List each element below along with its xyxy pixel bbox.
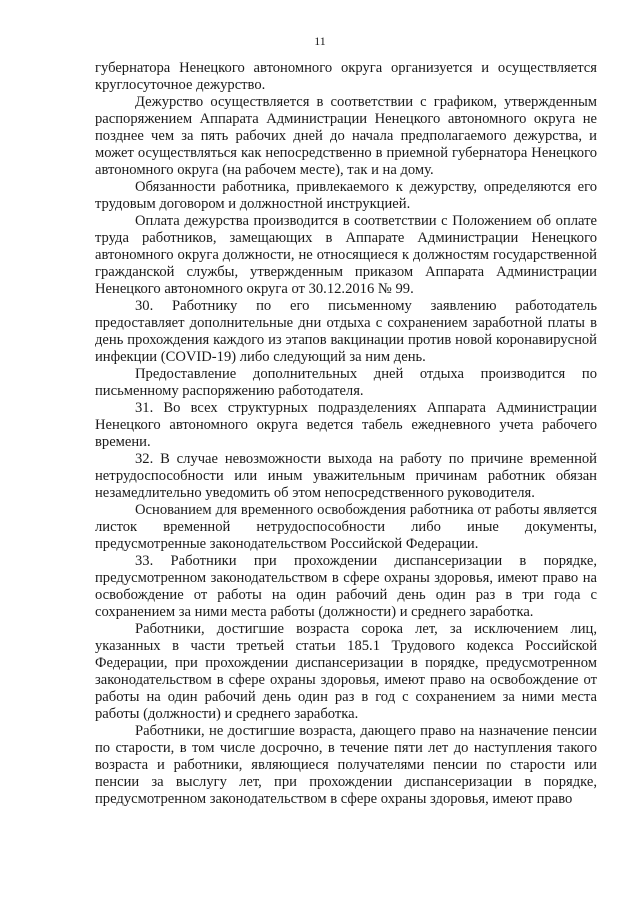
paragraph-clause-32: 32. В случае невозможности выхода на работу по причине временной нетрудоспособности или иным уважительным причинам работник обязан незамедлительно уведомить об этом непосредственного руководителя. <box>95 451 597 501</box>
paragraph-duty-schedule: Дежурство осуществляется в соответствии с графиком, утвержденным распоряжением Аппарата Администрации Ненецкого автономного округа не позднее чем за пять рабочих дней до начала предполагаемого дежурства, и может осуществляться как непосредственно в приемной губернатора Ненецкого автономного округа (на рабочем месте), так и на дому. <box>95 94 597 178</box>
paragraph-clause-33: 33. Работники при прохождении диспансеризации в порядке, предусмотренном законодательством в сфере охраны здоровья, имеют право на освобождение от работы на один рабочий день один раз в три года с сохранением за ними места работы (должности) и среднего заработка. <box>95 553 597 620</box>
paragraph-clause-30: 30. Работнику по его письменному заявлению работодатель предоставляет дополнительные дни отдыха с сохранением заработной платы в день прохождения каждого из этапов вакцинации против новой коронавирусной инфекции (COVID-19) либо следующий за ним день. <box>95 298 597 365</box>
paragraph-clause-33-over-forty: Работники, достигшие возраста сорока лет, за исключением лиц, указанных в части третьей статьи 185.1 Трудового кодекса Российской Федерации, при прохождении диспансеризации в порядке, предусмотренном законодательством в сфере охраны здоровья, имеют право на освобождение от работы на один рабочий день один раз в год с сохранением за ними места работы (должности) и среднего заработка. <box>95 621 597 722</box>
page-number: 11 <box>314 34 326 48</box>
paragraph-clause-30-rest-days: Предоставление дополнительных дней отдыха производится по письменному распоряжению работодателя. <box>95 366 597 399</box>
document-body <box>95 60 597 808</box>
paragraph-duty-obligations: Обязанности работника, привлекаемого к дежурству, определяются его трудовым договором и должностной инструкцией. <box>95 179 597 212</box>
paragraph-clause-31: 31. Во всех структурных подразделениях Аппарата Администрации Ненецкого автономного округа ведется табель ежедневного учета рабочего времени. <box>95 400 597 450</box>
paragraph-clause-33-pre-pension: Работники, не достигшие возраста, дающего право на назначение пенсии по старости, в том числе досрочно, в течение пяти лет до наступления такого возраста и работники, являющиеся получателями пенсии по старости или пенсии за выслугу лет, при прохождении диспансеризации в порядке, предусмотренном законодательством в сфере охраны здоровья, имеют право <box>95 723 597 807</box>
paragraph-duty-payment: Оплата дежурства производится в соответствии с Положением об оплате труда работников, замещающих в Аппарате Администрации Ненецкого автономного округа должности, не относящиеся к должностям государственной гражданской службы, утвержденным приказом Аппарата Администрации Ненецкого автономного округа от 30.12.2016 № 99. <box>95 213 597 297</box>
paragraph-clause-32-grounds: Основанием для временного освобождения работника от работы является листок временной нетрудоспособности либо иные документы, предусмотренные законодательством Российской Федерации. <box>95 502 597 552</box>
paragraph-continuation: губернатора Ненецкого автономного округа организуется и осуществляется круглосуточное дежурство. <box>95 60 597 93</box>
